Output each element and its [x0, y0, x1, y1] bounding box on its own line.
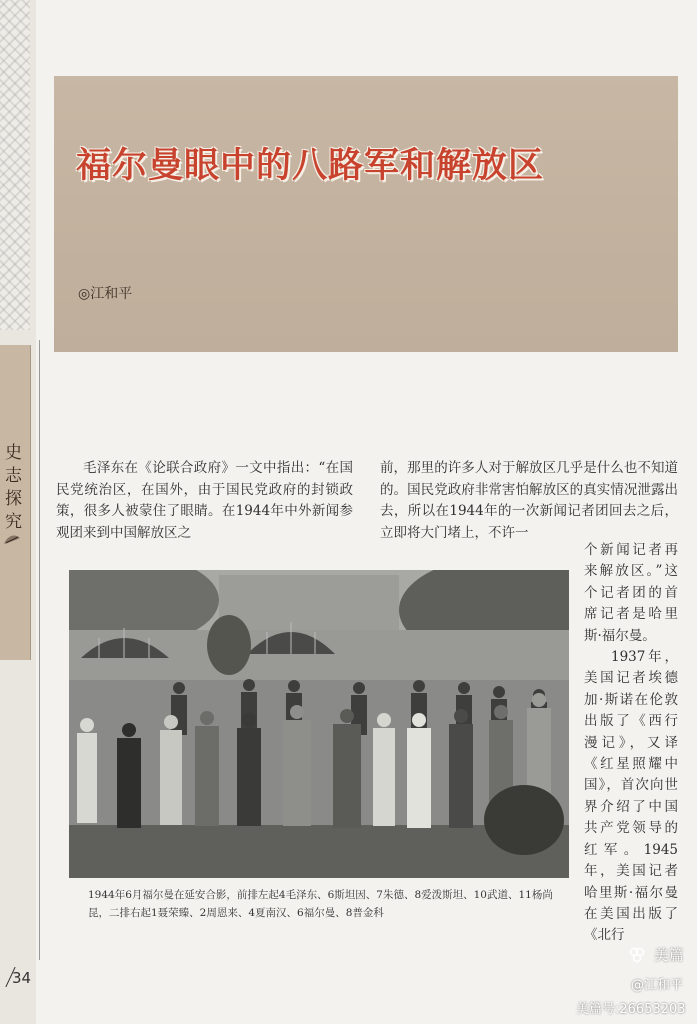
article-title: 福尔曼眼中的八路军和解放区 — [76, 146, 545, 186]
text-column-narrow — [584, 540, 678, 947]
watermark-id: 美篇号:26653203 — [576, 1002, 686, 1017]
watermark-brand-text: 美篇 — [653, 946, 684, 964]
column-divider-line — [39, 340, 40, 960]
group-photo — [69, 570, 569, 878]
decorative-pattern — [0, 0, 30, 330]
side-label-char-4: 究 — [5, 512, 22, 532]
side-label-char-2: 志 — [5, 466, 22, 486]
page-number: 34 — [12, 969, 32, 987]
meipian-logo-icon — [629, 946, 654, 964]
side-label-char-3: 探 — [5, 489, 22, 509]
watermark-brand — [629, 944, 684, 965]
text-column-left — [56, 458, 353, 544]
narrow-column-text-2: 1937年，美国记者埃德加·斯诺在伦敦出版了《西行漫记》，又译《红星照耀中国》，首次向世界介绍了中国共产党领导的红军。1945年，美国记者哈里斯·福尔曼在美国出版了《北行 — [584, 649, 678, 944]
left-column-text: 毛泽东在《论联合政府》一文中指出：“在国民党统治区，在国外，由于国民党政府的封锁政策，很多人被蒙住了眼睛。在1944年中外新闻参观团来到中国解放区之 — [56, 460, 353, 541]
text-column-right — [380, 458, 678, 544]
narrow-column-text-1: 个新闻记者再来解放区。”这个记者团的首席记者是哈里斯·福尔曼。 — [584, 542, 678, 644]
article-header-banner — [54, 76, 678, 352]
right-column-text: 前，那里的许多人对于解放区几乎是什么也不知道的。国民党政府非常害怕解放区的真实情况泄露出去，所以在1944年的一次新闻记者团回去之后，立即将大门堵上，不许一 — [380, 460, 678, 541]
photo-caption: 1944年6月福尔曼在延安合影，前排左起4毛泽东、6斯坦因、7朱德、8爱泼斯坦、10武道、11杨尚昆，二排右起1聂荣臻、2周恩来、4夏南汉、6福尔曼、8普金科 — [88, 889, 553, 919]
section-side-label — [0, 442, 22, 534]
side-label-char-1: 史 — [5, 443, 22, 463]
leaf-icon — [2, 532, 22, 548]
article-byline: ◎江和平 — [78, 286, 133, 302]
watermark-author: @江和平 — [631, 978, 684, 993]
